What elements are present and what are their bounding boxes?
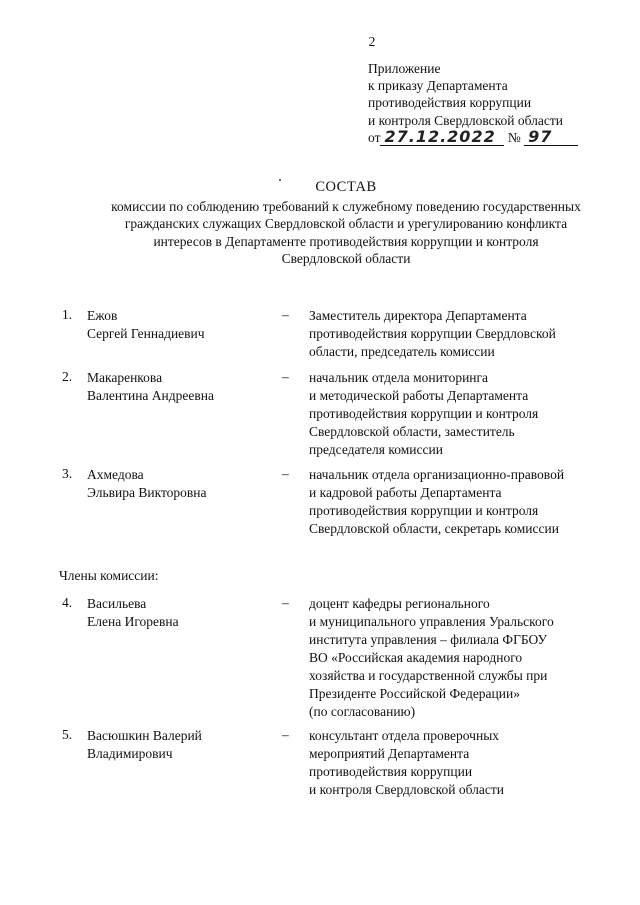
position-line: и кадровой работы Департамента [309, 485, 502, 500]
date-prefix: от [368, 129, 381, 145]
position-line: и контроля Свердловской области [309, 782, 505, 797]
name-line: Васильева [87, 596, 147, 611]
document-heading [60, 179, 632, 268]
position-line: противодействия коррупции [309, 764, 473, 779]
member-name [87, 727, 202, 763]
appendix-line: Приложение [368, 61, 441, 76]
subtitle-line: Свердловской области [281, 251, 411, 266]
handwritten-number: 97 [528, 126, 553, 146]
member-position [309, 595, 609, 721]
position-line: (по согласованию) [309, 704, 416, 719]
dash-separator: – [282, 307, 289, 322]
name-line: Эльвира Викторовна [87, 485, 207, 500]
member-name [87, 307, 205, 343]
members-section-label: Члены комиссии: [59, 568, 159, 583]
dash-separator: – [282, 727, 289, 742]
member-number: 2. [62, 369, 73, 384]
position-line: начальник отдела мониторинга [309, 370, 489, 385]
member-number: 5. [62, 727, 73, 742]
position-line: ВО «Российская академия народного [309, 650, 523, 665]
position-line: и методической работы Департамента [309, 388, 529, 403]
position-line: Свердловской области, секретарь комиссии [309, 521, 559, 536]
position-line: области, председатель комиссии [309, 344, 495, 359]
member-name [87, 369, 214, 405]
position-line: консультант отдела проверочных [309, 728, 500, 743]
member-position [309, 466, 609, 538]
name-line: Васюшкин Валерий [87, 728, 202, 743]
appendix-line: и контроля Свердловской области [368, 112, 564, 128]
position-line: и муниципального управления Уральского [309, 614, 554, 629]
position-line: хозяйства и государственной службы при [309, 668, 548, 683]
position-line: института управления – филиала ФГБОУ [309, 632, 548, 647]
position-line: мероприятий Департамента [309, 746, 470, 761]
dash-separator: – [282, 466, 289, 481]
name-line: Сергей Геннадиевич [87, 326, 205, 341]
position-line: противодействия коррупции и контроля [309, 503, 539, 518]
number-prefix: № [507, 129, 521, 145]
member-number: 3. [62, 466, 73, 481]
subtitle-line: гражданских служащих Свердловской области и урегулированию конфликта [124, 216, 568, 231]
position-line: противодействия коррупции и контроля [309, 406, 539, 421]
member-name [87, 466, 207, 502]
name-line: Ежов [87, 308, 118, 323]
name-line: Елена Игоревна [87, 614, 179, 629]
document-title: СОСТАВ [315, 179, 377, 195]
appendix-line: противодействия коррупции [368, 95, 532, 111]
name-line: Макаренкова [87, 370, 163, 385]
dash-separator: – [282, 369, 289, 384]
page-number: 2 [368, 34, 376, 49]
order-date [380, 126, 504, 146]
name-line: Владимирович [87, 746, 173, 761]
member-position [309, 307, 609, 361]
name-line: Валентина Андреевна [87, 388, 214, 403]
position-line: председателя комиссии [309, 442, 443, 457]
member-number: 1. [62, 307, 73, 322]
appendix-block [368, 60, 578, 146]
appendix-line: к приказу Департамента [368, 78, 508, 94]
subtitle-line: интересов в Департаменте противодействия коррупции и контроля [153, 233, 539, 249]
member-position [309, 369, 609, 459]
position-line: противодействия коррупции Свердловской [309, 326, 556, 341]
position-line: Президенте Российской Федерации» [309, 686, 520, 701]
position-line: Свердловской области, заместитель [309, 424, 515, 439]
member-number: 4. [62, 595, 73, 610]
subtitle-line: комиссии по соблюдению требований к служебному поведению государственных [111, 198, 581, 214]
member-name [87, 595, 179, 631]
order-reference [368, 126, 578, 146]
position-line: начальник отдела организационно-правовой [309, 467, 565, 482]
position-line: доцент кафедры регионального [309, 596, 490, 611]
position-line: Заместитель директора Департамента [309, 308, 527, 323]
order-number [524, 126, 578, 146]
name-line: Ахмедова [87, 467, 144, 482]
member-position [309, 727, 609, 799]
handwritten-date: 27.12.2022 [384, 126, 496, 146]
dash-separator: – [282, 595, 289, 610]
